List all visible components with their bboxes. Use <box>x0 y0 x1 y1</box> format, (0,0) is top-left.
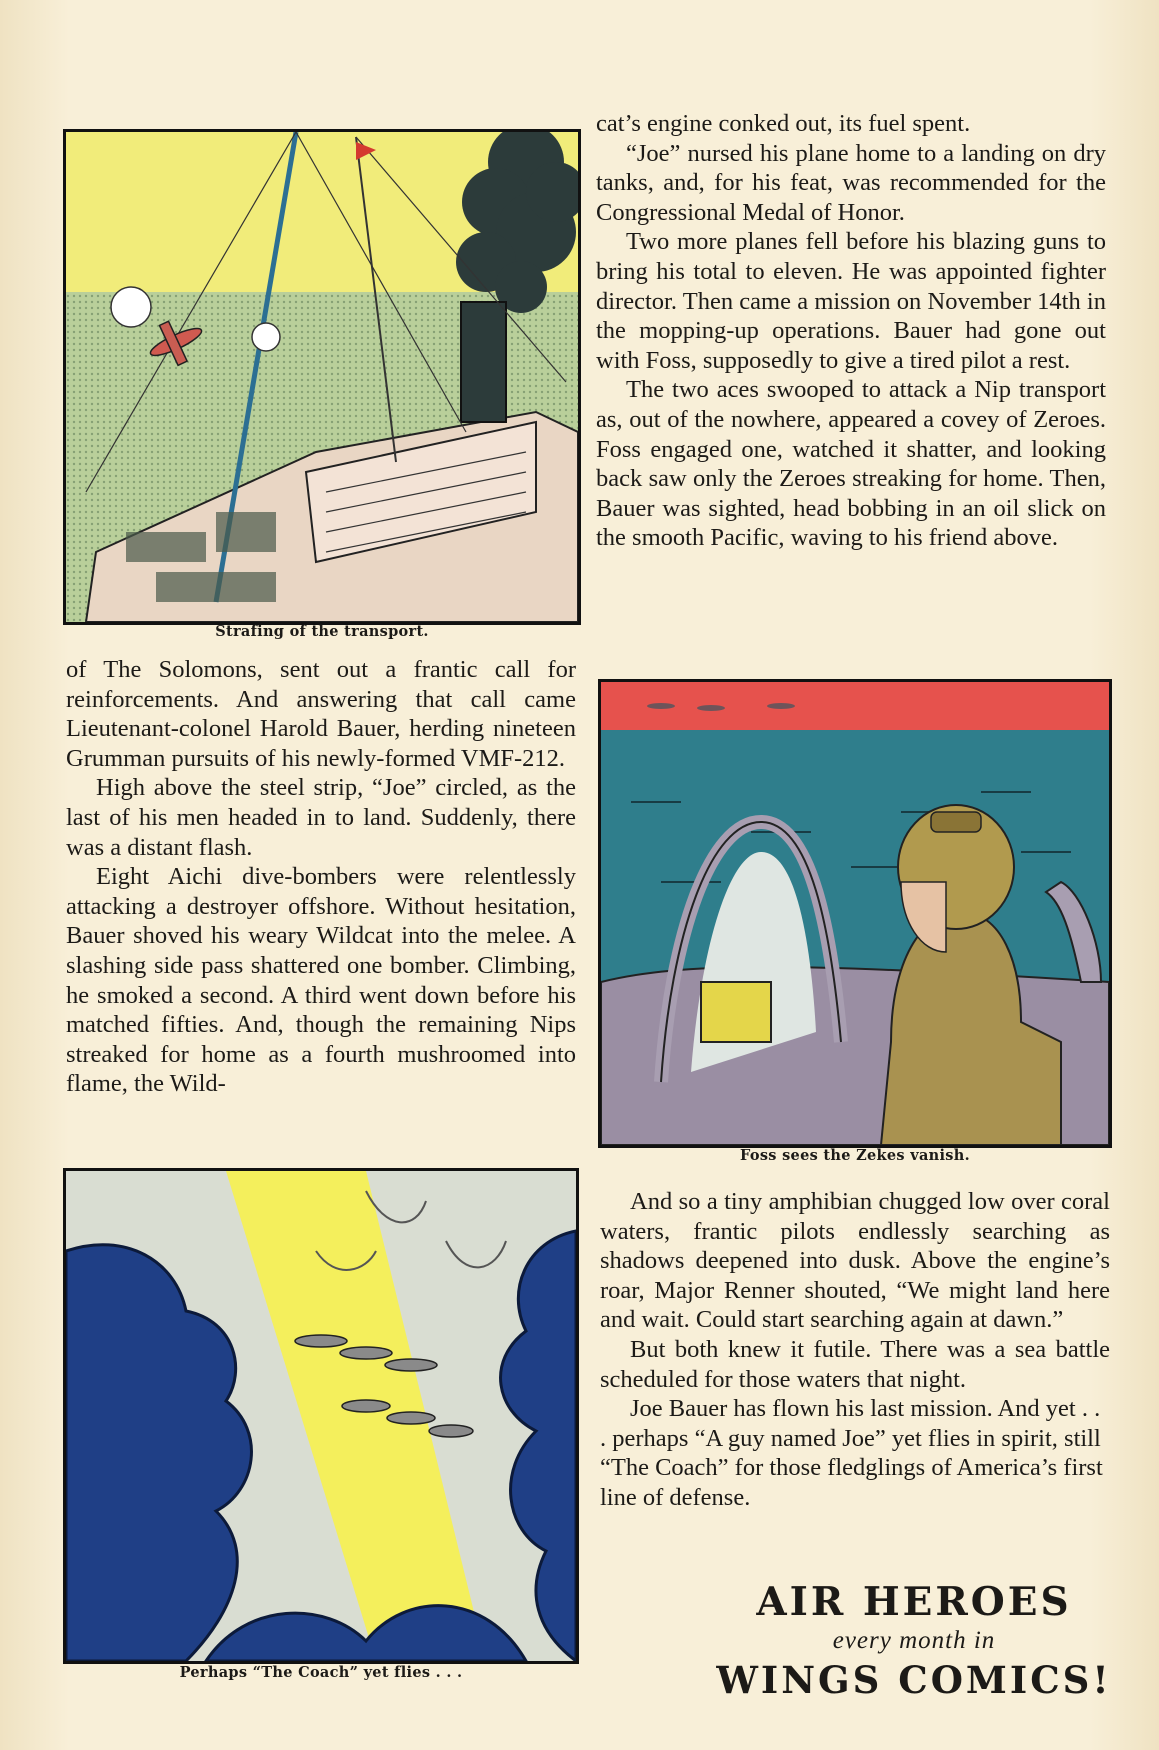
paragraph: “Joe” nursed his plane home to a landing on dry tanks, and, for his feat, was recommended for the Congressional Medal of Honor. <box>596 139 1106 226</box>
cockpit-illustration <box>601 682 1109 1145</box>
caption-coach: Perhaps “The Coach” yet flies . . . <box>179 1664 463 1681</box>
caption-transport: Strafing of the transport. <box>215 623 429 640</box>
right-column-bottom-text <box>600 1187 1110 1513</box>
left-column-text <box>66 655 576 1099</box>
paragraph: of The Solomons, sent out a frantic call for reinforcements. And answering that call came Lieutenant-colonel Harold Bauer, herding nineteen Grumman pursuits of his newly-formed VMF-212. <box>66 656 576 772</box>
wings-comics-ad <box>694 1580 1134 1702</box>
caption-cockpit: Foss sees the Zekes vanish. <box>740 1147 970 1164</box>
panel-coach <box>63 1168 579 1664</box>
right-column-top-text <box>596 109 1106 553</box>
ad-title: AIR HEROES <box>756 1579 1072 1625</box>
paragraph: Joe Bauer has flown his last mission. And yet . . . perhaps “A guy named Joe” yet flies in spirit, still “The Coach” for those fledglings of America’s first line of defense. <box>600 1395 1103 1511</box>
paragraph: The two aces swooped to attack a Nip transport as, out of the nowhere, appeared a covey of Zeroes. Foss engaged one, watched it shatter, and looking back saw only the Zeroes streaking for home. Then, Bauer was sighted, head bobbing in an oil slick on the smooth Pacific, waving to his friend above. <box>596 376 1106 552</box>
ad-brand: WINGS COMICS! <box>716 1658 1112 1702</box>
paragraph: Eight Aichi dive-bombers were relentlessly attacking a destroyer offshore. Without hesitation, Bauer shoved his weary Wildcat into the melee. A slashing side pass shattered one bomber. Climbing, he smoked a second. A third went down before his matched fifties. And, though the remaining Nips streaked for home as a fourth mushroomed into flame, the Wild- <box>66 863 576 1098</box>
paragraph: cat’s engine conked out, its fuel spent. <box>596 110 971 137</box>
panel-transport <box>63 129 581 625</box>
paragraph: High above the steel strip, “Joe” circled, as the last of his men headed in to land. Suddenly, there was a distant flash. <box>66 774 576 861</box>
paragraph: But both knew it futile. There was a sea battle scheduled for those waters that night. <box>600 1335 1110 1393</box>
coach-illustration <box>66 1171 576 1661</box>
paragraph: And so a tiny amphibian chugged low over coral waters, frantic pilots endlessly searching as shadows deepened into dusk. Above the engine’s roar, Major Renner shouted, “We might land here and wait. Could start searching again at dawn.” <box>600 1188 1110 1334</box>
ad-subtitle: every month in <box>832 1627 996 1654</box>
panel-cockpit <box>598 679 1112 1148</box>
paragraph: Two more planes fell before his blazing guns to bring his total to eleven. He was appointed fighter director. Then came a mission on November 14th in the mopping-up operations. Bauer had gone out with Foss, supposedly to give a tired pilot a rest. <box>596 228 1106 374</box>
transport-illustration <box>66 132 578 622</box>
